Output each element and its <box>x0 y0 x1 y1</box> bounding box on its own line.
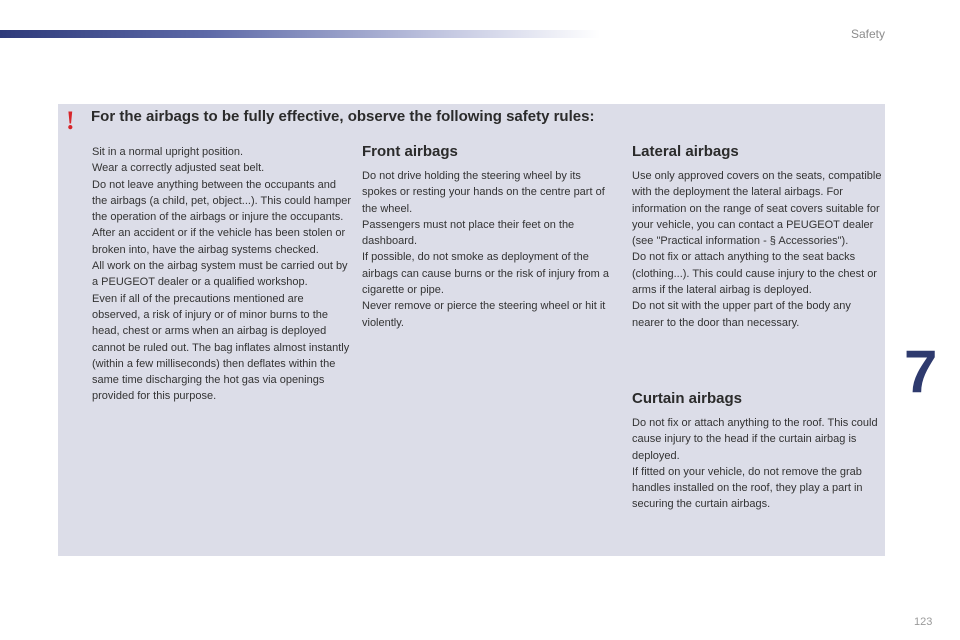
front-airbags-section <box>362 143 617 331</box>
paragraph: Passengers must not place their feet on the dashboard. <box>362 218 575 248</box>
rule-item: Sit in a normal upright position. <box>92 146 244 158</box>
paragraph: Use only approved covers on the seats, compatible with the deployment the lateral airbags. For information on the range of seat covers suitable for your vehicle, you can contact a PEUGEOT dealer (see "Practical information - § Accessories"). <box>632 170 882 248</box>
curtain-airbags-section <box>632 390 884 513</box>
rule-item: Do not leave anything between the occupants and the airbags (a child, pet, object...). This could hamper the operation of the airbags or injure the occupants. <box>92 178 352 224</box>
lateral-airbags-title: Lateral airbags <box>632 143 739 160</box>
lateral-airbags-section <box>632 143 884 331</box>
paragraph: Do not sit with the upper part of the body any nearer to the door than necessary. <box>632 300 851 329</box>
curtain-airbags-title: Curtain airbags <box>632 390 743 407</box>
front-airbags-text <box>362 168 617 331</box>
rule-item: After an accident or if the vehicle has been stolen or broken into, have the airbag systems checked. <box>92 227 346 256</box>
paragraph: Do not fix or attach anything to the roof. This could cause injury to the head if the curtain airbag is deployed. <box>632 417 878 462</box>
paragraph: Do not fix or attach anything to the seat backs (clothing...). This could cause injury to the chest or arms if the lateral airbag is deployed. <box>632 251 877 297</box>
rule-item: Wear a correctly adjusted seat belt. <box>92 162 265 175</box>
section-title: Safety <box>850 27 885 41</box>
lateral-airbags-text <box>632 168 884 331</box>
header-gradient-bar <box>0 30 600 38</box>
paragraph: If fitted on your vehicle, do not remove the grab handles installed on the roof, they play a part in securing the curtain airbags. <box>632 465 863 511</box>
panel-heading: For the airbags to be fully effective, observe the following safety rules: <box>91 108 595 125</box>
general-rules-text <box>92 144 354 405</box>
rule-item: Even if all of the precautions mentioned are observed, a risk of injury or of minor burns to the head, chest or arms when an airbag is deployed cannot be ruled out. The bag inflates almost instantly (within a few milliseconds) then deflates within the same time discharging the hot gas via openings provided for this purpose. <box>92 292 350 403</box>
warning-exclamation-icon: ! <box>66 106 75 135</box>
curtain-airbags-text <box>632 415 884 513</box>
chapter-number: 7 <box>904 338 938 405</box>
paragraph: Never remove or pierce the steering wheel or hit it violently. <box>362 300 606 329</box>
page-number: 123 <box>914 616 933 628</box>
paragraph: Do not drive holding the steering wheel by its spokes or resting your hands on the centre part of the wheel. <box>362 170 605 215</box>
front-airbags-title: Front airbags <box>362 143 458 160</box>
general-rules-column <box>92 144 354 405</box>
rule-item: All work on the airbag system must be carried out by a PEUGEOT dealer or a qualified workshop. <box>92 260 348 289</box>
paragraph: If possible, do not smoke as deployment of the airbags can cause burns or the risk of injury from a cigarette or pipe. <box>362 251 610 297</box>
